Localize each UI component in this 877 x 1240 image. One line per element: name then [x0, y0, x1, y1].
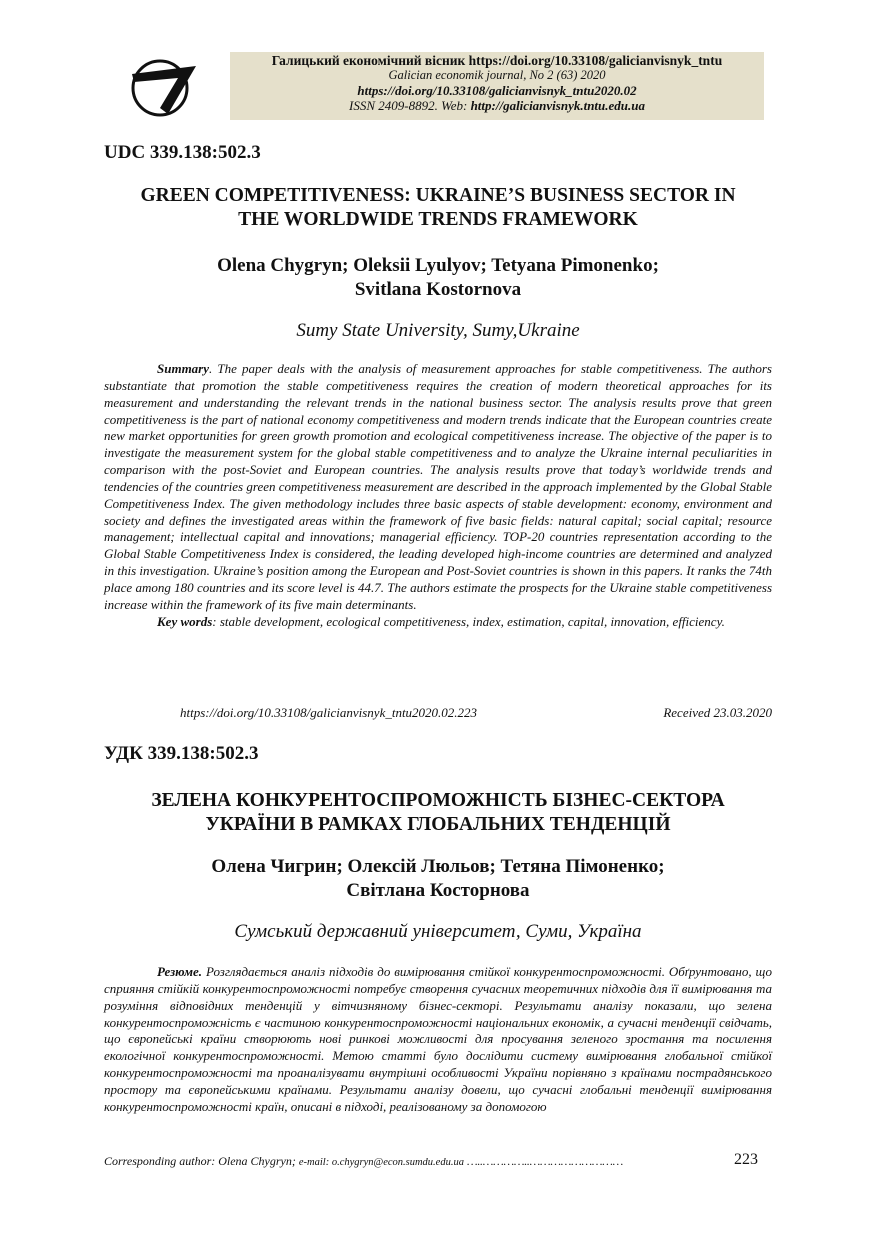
journal-title-en: Galician economik journal, No 2 (63) 2020 — [388, 68, 606, 82]
authors-ua-line1: Олена Чигрин; Олексій Люльов; Тетяна Пімоненко; — [211, 856, 665, 877]
article-doi-line — [180, 705, 772, 721]
title-en — [104, 184, 772, 232]
article-doi[interactable]: https://doi.org/10.33108/galicianvisnyk_tntu2020.02.223 — [180, 705, 478, 720]
logo-text: ТНТУ — [134, 79, 170, 94]
keywords-label-en: Key words — [157, 613, 213, 629]
authors-en — [104, 254, 772, 302]
title-ua — [104, 789, 772, 837]
summary-text-ua: Розглядається аналіз підходів до вимірювання стійкої конкурентоспроможності. Обґрунтовано, що сприяння стійкій конкурентоспроможності потребує створення сучасних теоретичних підходів для її вимірювання та розуміння відповідних тенденцій у вітчизняному бізнес-секторі. Результати аналізу показали, що зелена конкурентоспроможність є частиною конкурентоспроможності національних економік, а сучасні тенденції свідчать, що європейські країни створюють нові ринкові можливості для просування зеленого зростання та посилення екологічної конкурентоспроможності. Метою статті було дослідити систему вимірювання глобальної стійкої конкурентоспроможності та проаналізувати внутрішні особливості України порівняно з країнами пострадянського простору та європейськими країнами. Результати аналізу довели, що сучасні глобальні тенденції вимірювання конкурентоспроможності країн, описані в підході, реалізованому за допомогою — [104, 964, 772, 1114]
received-date: Received 23.03.2020 — [663, 705, 772, 720]
issn-text: ISSN 2409-8892. Web: — [348, 98, 468, 113]
udc-en: UDC 339.138:502.3 — [104, 142, 261, 163]
page-number: 223 — [734, 1151, 758, 1168]
abstract-en — [104, 361, 772, 631]
summary-ua — [104, 964, 772, 1116]
page-footer — [104, 1151, 772, 1169]
authors-ua-line2: Світлана Косторнова — [346, 880, 530, 901]
footer-dots: …..…………..……………………… — [466, 1154, 623, 1168]
summary-en — [104, 361, 772, 614]
authors-en-line1: Olena Chygryn; Oleksii Lyulyov; Tetyana Pimonenko; — [217, 255, 659, 276]
title-ua-line2: УКРАЇНИ В РАМКАХ ГЛОБАЛЬНИХ ТЕНДЕНЦІЙ — [205, 814, 671, 835]
affiliation-en: Sumy State University, Sumy,Ukraine — [296, 320, 580, 341]
journal-logo — [124, 52, 206, 120]
title-ua-line1: ЗЕЛЕНА КОНКУРЕНТОСПРОМОЖНІСТЬ БІЗНЕС-СЕКТОРА — [151, 790, 725, 811]
journal-title-ua: Галицький економічний вісник https://doi.org/10.33108/galicianvisnyk_tntu — [271, 53, 723, 68]
keywords-text-en: : stable development, ecological competitiveness, index, estimation, capital, innovation, efficiency. — [212, 613, 725, 629]
title-en-line1: GREEN COMPETITIVENESS: UKRAINE’S BUSINESS SECTOR IN — [140, 185, 736, 206]
summary-text-en: . The paper deals with the analysis of measurement approaches for stable competitiveness. The authors substantiate that promotion the stable competitiveness requires the creation of modern theoretical approaches for its measurement and understanding the relevant trends in the national business sector. The analysis results prove that green competitiveness is the part of national economy competitiveness and modern trends indicate that the European countries create new market opportunities for green growth promotion and ecological competitiveness increase. The objective of the paper is to investigate the measurement system for the global stable competitiveness and to analyze the Ukraine internal peculiarities in comparison with the post-Soviet and European countries. The analysis results prove that today’s worldwide trends and tendencies of the countries green competitiveness measurement are described in the approach implemented by the Global Stable Competitiveness Index. The given methodology includes three basic aspects of stable development: economy, environment and society and defines the investigated areas within the framework of five basic fields: natural capital; social capital; resource management; intellectual capital and innovations; managerial efficiency. TOP-20 countries representation according to the Global Stable Competitiveness Index is considered, the leading developed high-income countries are determined and analyzed in this investigation. Ukraine’s position among the European and Post-Soviet countries is shown in this papers. It ranks the 74th place among 180 countries and its score level is 44.7. The authors estimate the prospects for the Ukraine stable competitiveness increase within the framework of its five main determinants. — [104, 361, 772, 612]
journal-web-link[interactable]: http://galicianvisnyk.tntu.edu.ua — [470, 98, 646, 113]
authors-en-line2: Svitlana Kostornova — [354, 279, 522, 300]
udc-ua: УДК 339.138:502.3 — [104, 743, 259, 764]
corresponding-author: Corresponding author: Olena Chygryn; — [104, 1154, 296, 1168]
summary-label-ua: Резюме. — [157, 964, 203, 979]
keywords-en — [104, 614, 772, 631]
affiliation-ua: Сумський державний університет, Суми, Україна — [234, 921, 642, 942]
summary-label-en: Summary — [157, 361, 210, 376]
corresponding-email[interactable]: e-mail: o.chygryn@econ.sumdu.edu.ua — [298, 1157, 464, 1168]
issue-doi: https://doi.org/10.33108/galicianvisnyk_tntu2020.02 — [357, 83, 637, 98]
abstract-ua — [104, 964, 772, 1116]
title-en-line2: THE WORLDWIDE TRENDS FRAMEWORK — [238, 209, 638, 230]
journal-header — [230, 52, 764, 120]
issn-line — [230, 98, 764, 113]
authors-ua — [104, 855, 772, 903]
